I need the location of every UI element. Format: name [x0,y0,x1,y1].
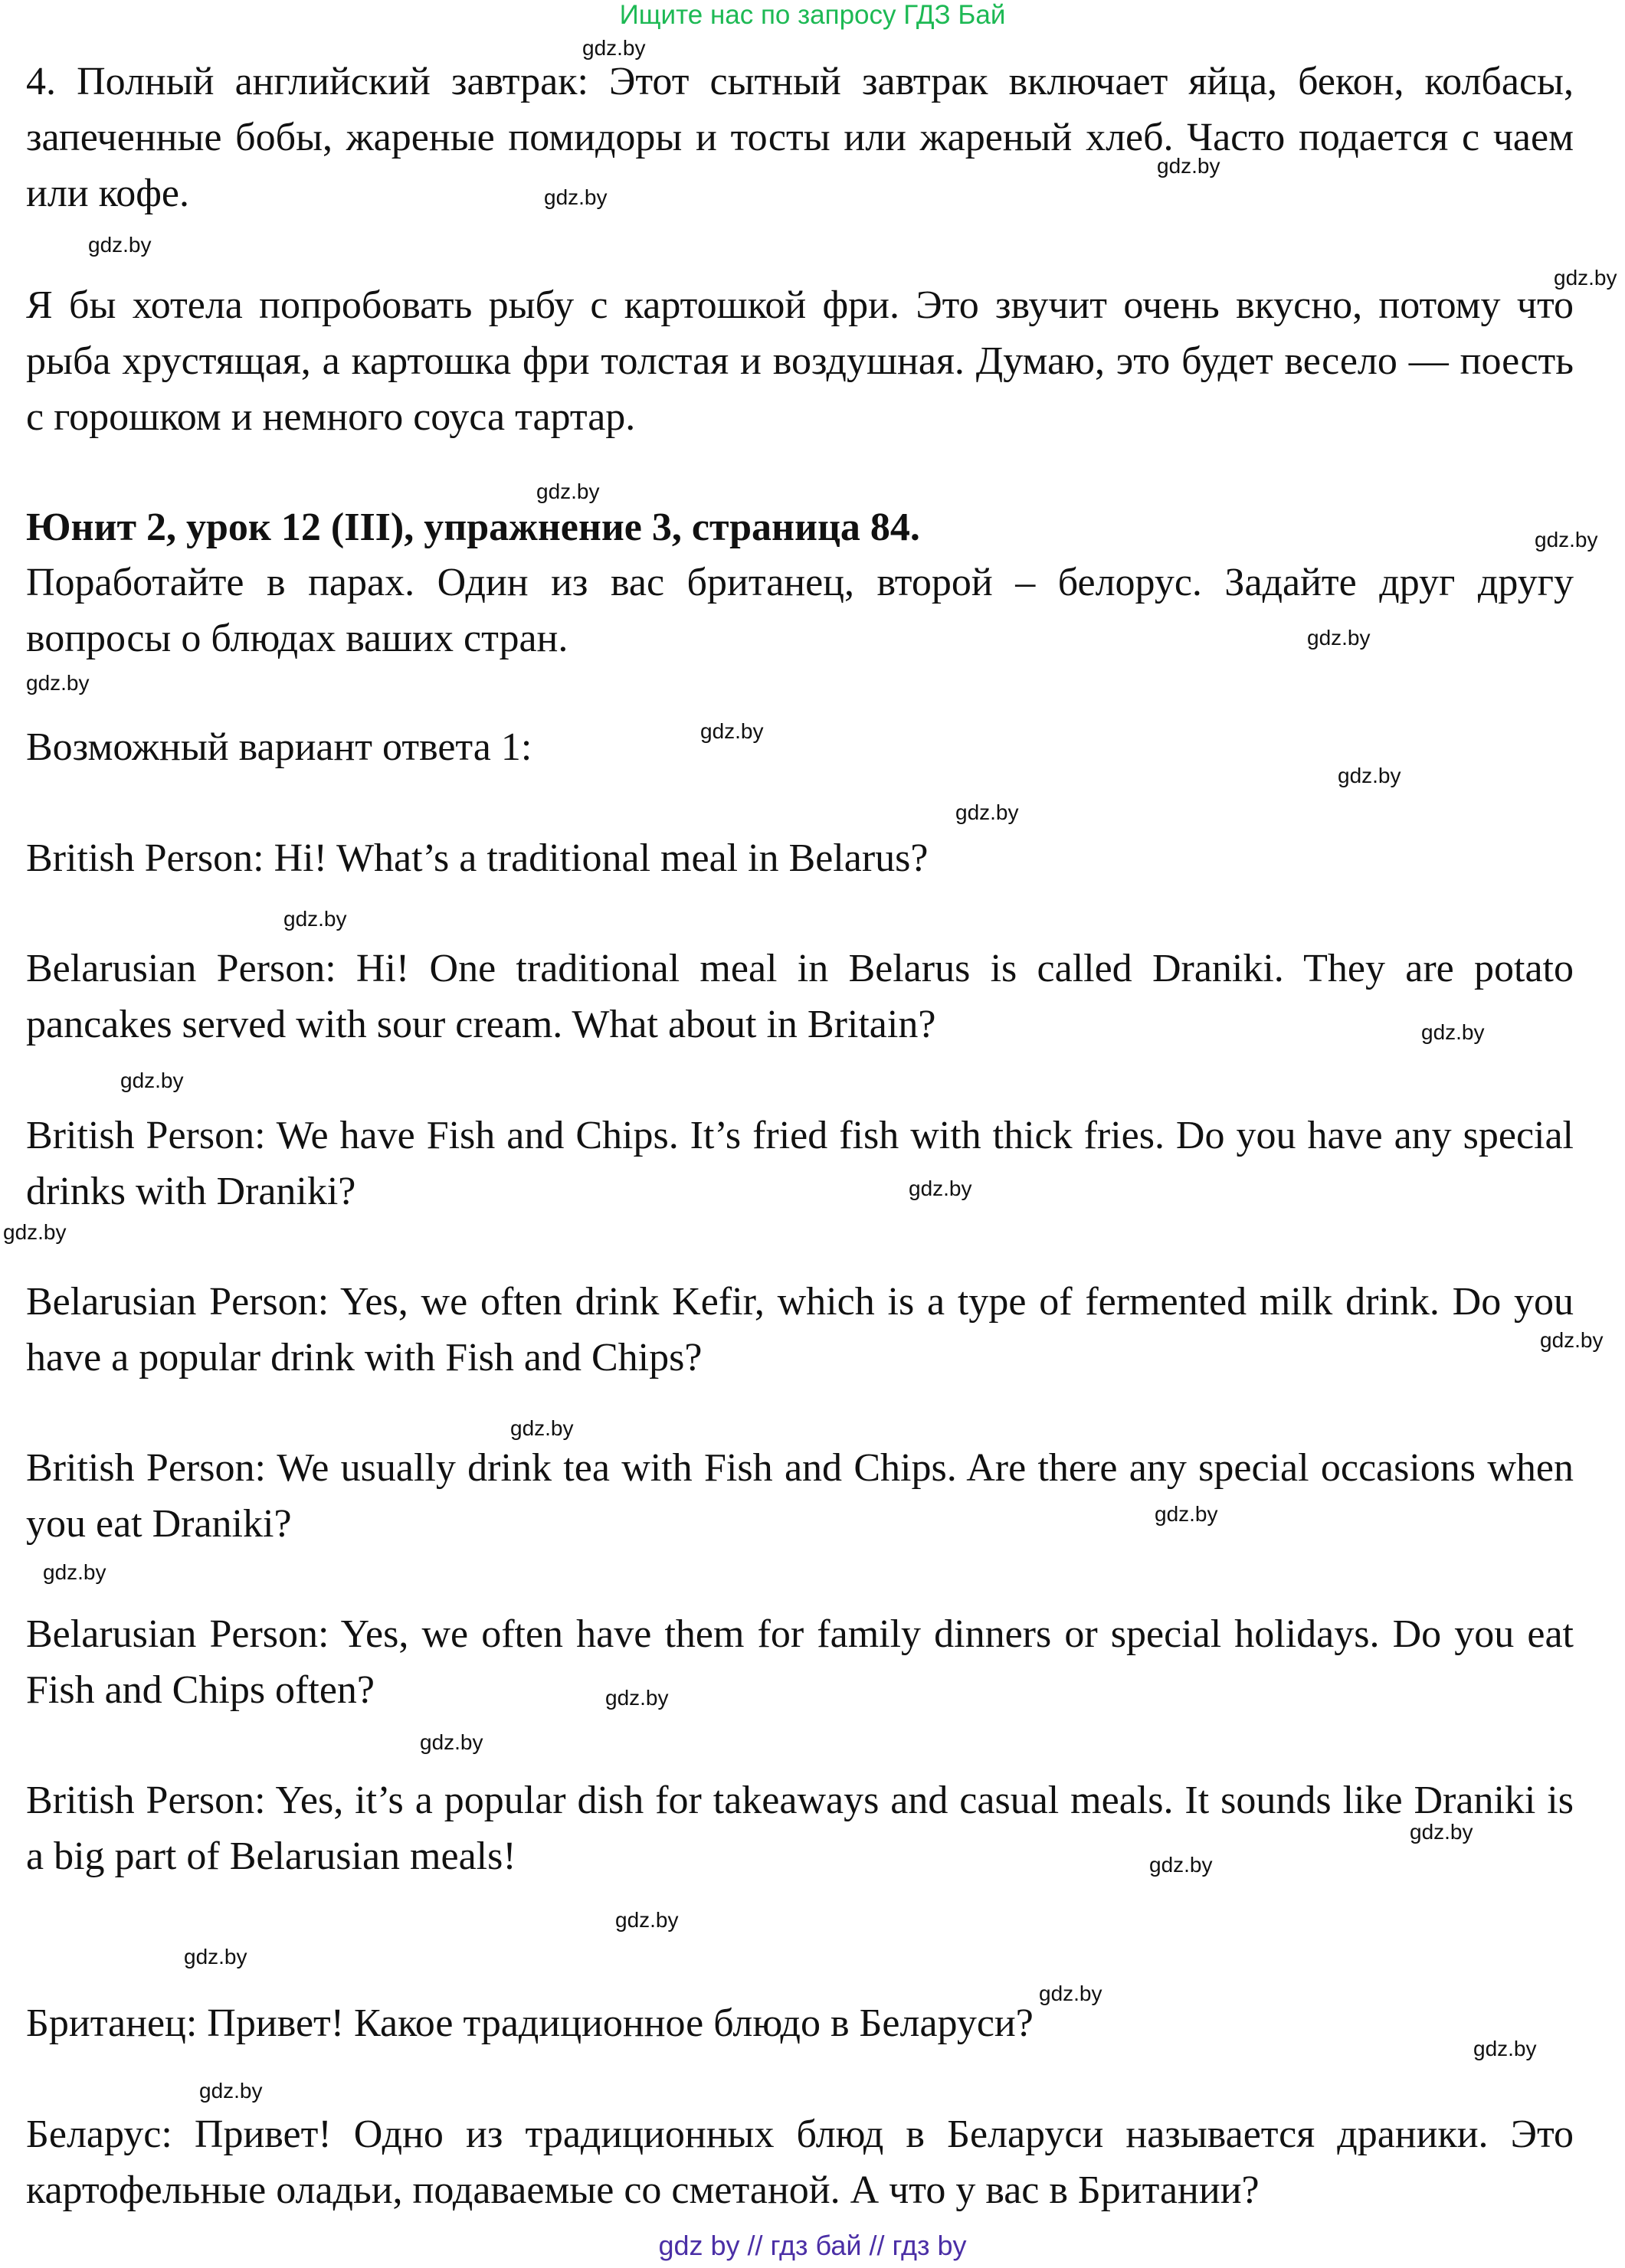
watermark: gdz.by [184,1945,247,1969]
dialogue-line: British Person: Hi! What’s a traditional meal in Belarus? [26,836,929,880]
watermark: gdz.by [1421,1020,1485,1044]
dialogue-line-russian: Британец: Привет! Какое традиционное блюдо в Беларуси? [26,2001,1034,2045]
watermark: gdz.by [582,36,646,60]
watermark: gdz.by [120,1069,184,1092]
dialogue-line: British Person: Yes, it’s a popular dish for takeaways and casual meals. It sounds like Draniki is a big part of Belarusian meals! [26,1779,1574,1878]
dialogue-line: Belarusian Person: Hi! One traditional meal in Belarus is called Draniki. They are potato pancakes served with sour cream. What about in Britain? [26,947,1574,1046]
exercise-task: Поработайте в парах. Один из вас британец, второй – белорус. Задайте друг другу вопросы о блюдах ваших стран. [26,561,1574,660]
watermark: gdz.by [536,479,600,503]
watermark: gdz.by [43,1560,106,1584]
watermark: gdz.by [1149,1853,1213,1877]
watermark: gdz.by [26,671,90,695]
watermark: gdz.by [544,185,608,209]
watermark: gdz.by [3,1220,67,1244]
exercise-heading: Юнит 2, урок 12 (III), упражнение 3, страница 84. [26,506,920,549]
answer-variant-label: Возможный вариант ответа 1: [26,725,532,769]
watermark: gdz.by [1473,2037,1537,2060]
watermark: gdz.by [1554,266,1617,290]
site-footer-link[interactable]: gdz by // гдз бай // гдз by [658,2230,967,2261]
watermark: gdz.by [88,233,152,257]
dialogue-line: British Person: We have Fish and Chips. It’s fried fish with thick fries. Do you have any special drinks with Draniki? [26,1114,1574,1213]
watermark: gdz.by [955,800,1019,824]
paragraph-fish-and-chips-wish: Я бы хотела попробовать рыбу с картошкой фри. Это звучит очень вкусно, потому что рыба хрустящая, а картошка фри толстая и воздушная. Думаю, это будет весело — поесть с горошком и немного соуса тартар. [26,283,1574,439]
watermark: gdz.by [1410,1820,1473,1844]
dialogue-line: British Person: We usually drink tea with Fish and Chips. Are there any special occasions when you eat Draniki? [26,1446,1574,1546]
watermark: gdz.by [510,1416,574,1440]
watermark: gdz.by [283,907,347,931]
watermark: gdz.by [1155,1502,1218,1526]
dialogue-line: Belarusian Person: Yes, we often have them for family dinners or special holidays. Do you eat Fish and Chips often? [26,1612,1574,1712]
dialogue-line: Belarusian Person: Yes, we often drink Kefir, which is a type of fermented milk drink. Do you have a popular drink with Fish and Chips? [26,1280,1574,1379]
site-header-link[interactable]: Ищите нас по запросу ГДЗ Бай [619,0,1006,30]
watermark: gdz.by [1307,626,1371,650]
watermark: gdz.by [1039,1982,1102,2005]
watermark: gdz.by [1338,764,1401,787]
watermark: gdz.by [615,1908,679,1932]
watermark: gdz.by [700,719,764,743]
watermark: gdz.by [909,1177,972,1200]
watermark: gdz.by [1535,528,1598,551]
dialogue-line-russian: Беларус: Привет! Одно из традиционных блюд в Беларуси называется драники. Это картофельные оладьи, подаваемые со сметаной. А что у вас в Британии? [26,2113,1574,2212]
watermark: gdz.by [605,1686,669,1710]
watermark: gdz.by [420,1730,483,1754]
watermark: gdz.by [1157,154,1220,178]
paragraph-english-breakfast: 4. Полный английский завтрак: Этот сытный завтрак включает яйца, бекон, колбасы, запеченные бобы, жареные помидоры и тосты или жареный хлеб. Часто подается с чаем или кофе. [26,60,1574,215]
watermark: gdz.by [199,2079,263,2103]
watermark: gdz.by [1540,1328,1604,1352]
